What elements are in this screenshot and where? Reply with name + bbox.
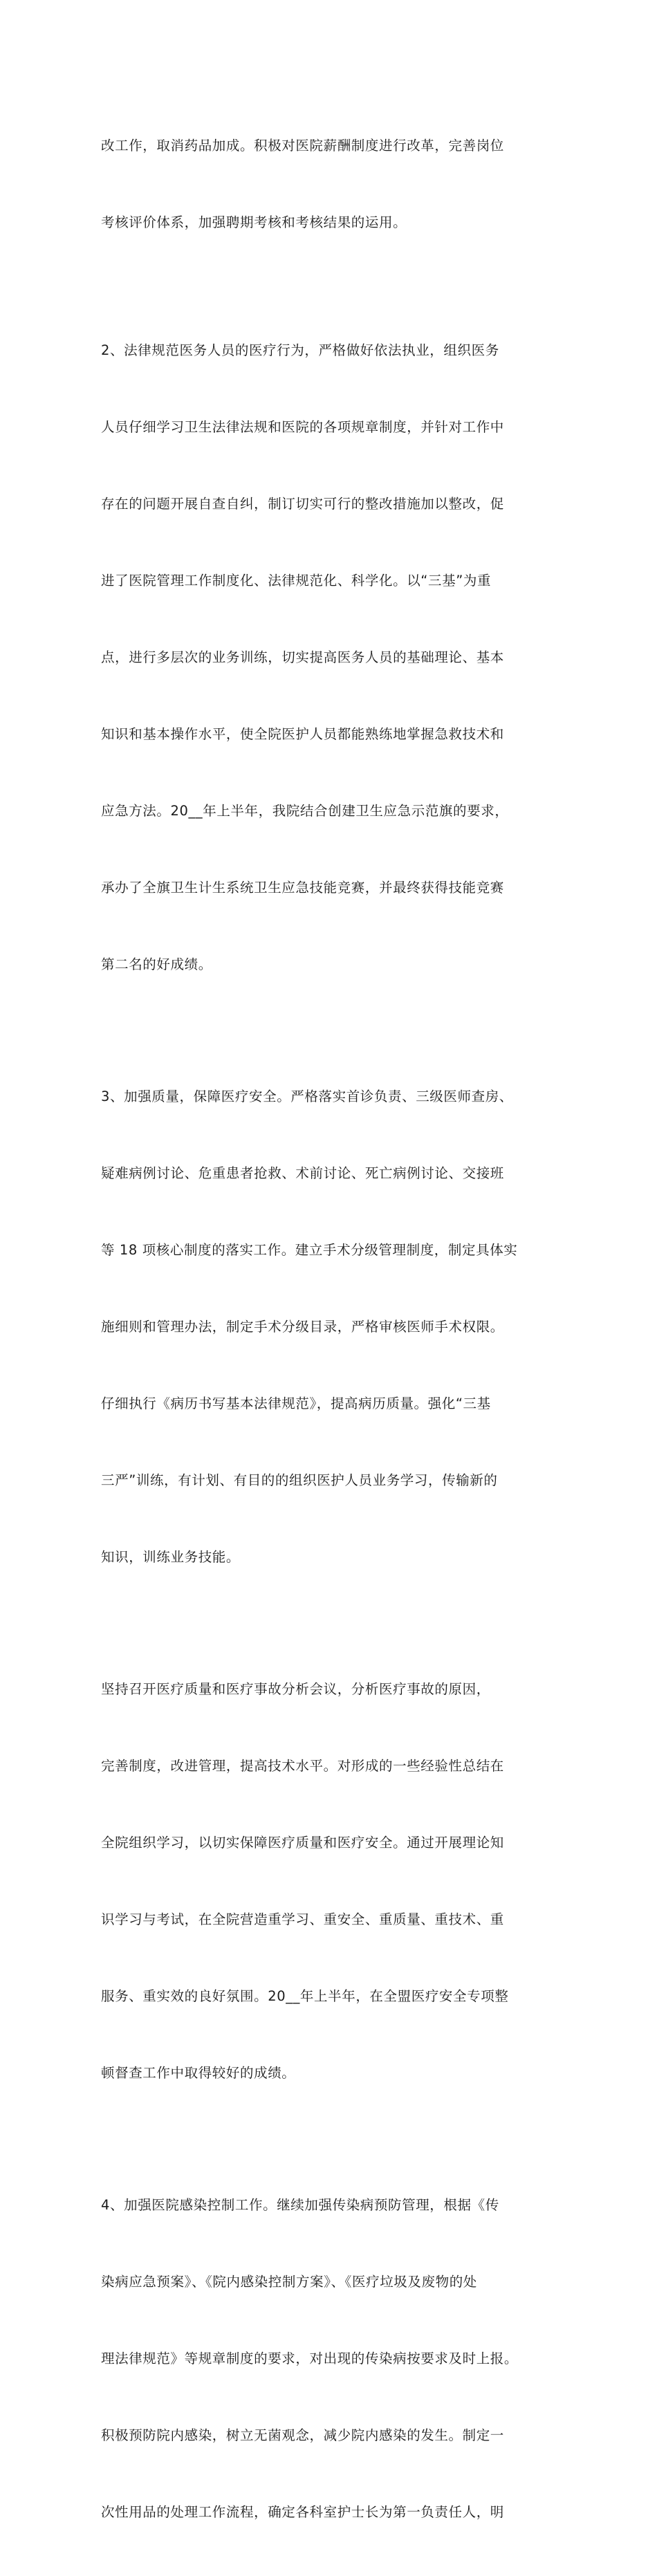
text-line: 第二名的好成绩。 — [101, 956, 212, 972]
document-body — [101, 82, 566, 2576]
text-line: 三严”训练，有计划、有目的的组织医护人员业务学习，传输新的 — [101, 1472, 498, 1488]
text-line: 积极预防院内感染，树立无菌观念，减少院内感染的发生。制定一 — [101, 2427, 504, 2443]
text-line: 识学习与考试，在全院营造重学习、重安全、重质量、重技术、重 — [101, 1911, 504, 1927]
text-line: 应急方法。20__年上半年，我院结合创建卫生应急示范旗的要求， — [101, 803, 509, 819]
text-line: 知识和基本操作水平，使全院医护人员都能熟练地掌握急救技术和 — [101, 726, 504, 742]
text-line: 4、加强医院感染控制工作。继续加强传染病预防管理，根据《传 — [101, 2197, 499, 2213]
text-line: 仔细执行《病历书写基本法律规范》，提高病历质量。强化“三基 — [101, 1396, 491, 1411]
paragraph-salary-reform — [101, 82, 566, 286]
text-line: 完善制度，改进管理，提高技术水平。对形成的一些经验性总结在 — [101, 1758, 504, 1774]
text-line: 2、法律规范医务人员的医疗行为，严格做好依法执业，组织医务 — [101, 342, 499, 358]
text-line: 承办了全旗卫生计生系统卫生应急技能竞赛，并最终获得技能竞赛 — [101, 880, 504, 896]
text-line: 顿督查工作中取得较好的成绩。 — [101, 2065, 296, 2081]
paragraph-item-2 — [101, 286, 566, 1028]
text-line: 3、加强质量，保障医疗安全。严格落实首诊负责、三级医师查房、 — [101, 1088, 513, 1104]
text-line: 考核评价体系，加强聘期考核和考核结果的运用。 — [101, 214, 407, 230]
text-line: 坚持召开医疗质量和医疗事故分析会议，分析医疗事故的原因， — [101, 1681, 490, 1697]
text-line: 人员仔细学习卫生法律法规和医院的各项规章制度，并针对工作中 — [101, 419, 504, 435]
paragraph-item-3 — [101, 1032, 566, 1621]
paragraph-quality-meetings — [101, 1625, 566, 2137]
text-line: 服务、重实效的良好氛围。20__年上半年，在全盟医疗安全专项整 — [101, 1988, 509, 2004]
text-line: 存在的问题开展自查自纠，制订切实可行的整改措施加以整改，促 — [101, 496, 504, 512]
text-line: 全院组织学习，以切实保障医疗质量和医疗安全。通过开展理论知 — [101, 1835, 504, 1851]
text-line: 等 18 项核心制度的落实工作。建立手术分级管理制度，制定具体实 — [101, 1242, 518, 1258]
text-line: 疑难病例讨论、危重患者抢救、术前讨论、死亡病例讨论、交接班 — [101, 1165, 504, 1181]
text-line: 进了医院管理工作制度化、法律规范化、科学化。以“三基”为重 — [101, 573, 492, 589]
text-line: 染病应急预案》、《院内感染控制方案》、《医疗垃圾及废物的处 — [101, 2274, 477, 2290]
text-line: 知识，训练业务技能。 — [101, 1549, 241, 1565]
text-line: 次性用品的处理工作流程，确定各科室护士长为第一负责任人，明 — [101, 2504, 504, 2520]
text-line: 施细则和管理办法，制定手术分级目录，严格审核医师手术权限。 — [101, 1319, 504, 1335]
text-line: 理法律规范》等规章制度的要求，对出现的传染病按要求及时上报。 — [101, 2351, 519, 2366]
paragraph-item-4 — [101, 2141, 566, 2576]
text-line: 改工作，取消药品加成。积极对医院薪酬制度进行改革，完善岗位 — [101, 138, 504, 154]
text-line: 点，进行多层次的业务训练，切实提高医务人员的基础理论、基本 — [101, 649, 504, 665]
